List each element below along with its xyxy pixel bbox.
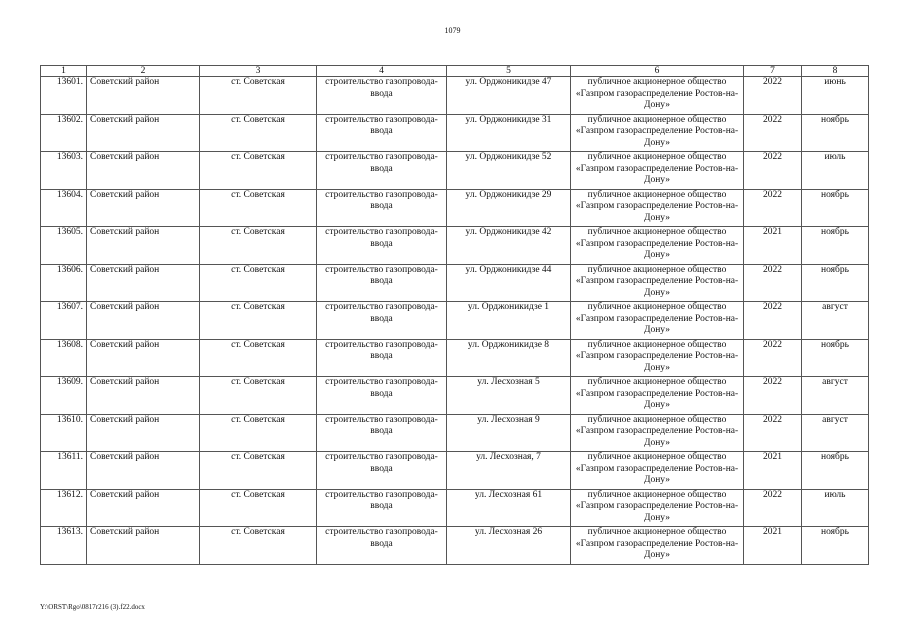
row-number: 13606. bbox=[41, 264, 87, 302]
column-header: 2 bbox=[87, 66, 200, 77]
settlement-cell: ст. Советская bbox=[200, 114, 317, 152]
column-header: 6 bbox=[571, 66, 744, 77]
organization-cell: публичное акционерное общество «Газпром газораспределение Ростов-на-Дону» bbox=[571, 527, 744, 565]
work-type-cell: строительство газопровода-ввода bbox=[317, 452, 447, 490]
district-cell: Советский район bbox=[87, 414, 200, 452]
table-row bbox=[41, 152, 869, 190]
row-number: 13608. bbox=[41, 339, 87, 377]
month-cell: ноябрь bbox=[802, 189, 869, 227]
organization-cell: публичное акционерное общество «Газпром газораспределение Ростов-на-Дону» bbox=[571, 452, 744, 490]
month-cell: ноябрь bbox=[802, 114, 869, 152]
month-cell: июль bbox=[802, 489, 869, 527]
work-type-cell: строительство газопровода-ввода bbox=[317, 189, 447, 227]
address-cell: ул. Орджоникидзе 47 bbox=[447, 77, 571, 115]
settlement-cell: ст. Советская bbox=[200, 452, 317, 490]
district-cell: Советский район bbox=[87, 264, 200, 302]
address-cell: ул. Орджоникидзе 31 bbox=[447, 114, 571, 152]
table-row bbox=[41, 264, 869, 302]
year-cell: 2021 bbox=[744, 227, 802, 265]
district-cell: Советский район bbox=[87, 302, 200, 340]
table-row bbox=[41, 114, 869, 152]
work-type-cell: строительство газопровода-ввода bbox=[317, 264, 447, 302]
work-type-cell: строительство газопровода-ввода bbox=[317, 227, 447, 265]
address-cell: ул. Лесхозная 9 bbox=[447, 414, 571, 452]
table-row bbox=[41, 527, 869, 565]
table-row bbox=[41, 414, 869, 452]
page-number: 1079 bbox=[444, 26, 461, 35]
column-header: 7 bbox=[744, 66, 802, 77]
month-cell: ноябрь bbox=[802, 452, 869, 490]
district-cell: Советский район bbox=[87, 489, 200, 527]
settlement-cell: ст. Советская bbox=[200, 152, 317, 190]
organization-cell: публичное акционерное общество «Газпром газораспределение Ростов-на-Дону» bbox=[571, 152, 744, 190]
district-cell: Советский район bbox=[87, 227, 200, 265]
month-cell: ноябрь bbox=[802, 227, 869, 265]
table-row bbox=[41, 227, 869, 265]
work-type-cell: строительство газопровода-ввода bbox=[317, 527, 447, 565]
table-row bbox=[41, 452, 869, 490]
organization-cell: публичное акционерное общество «Газпром газораспределение Ростов-на-Дону» bbox=[571, 114, 744, 152]
year-cell: 2022 bbox=[744, 377, 802, 415]
settlement-cell: ст. Советская bbox=[200, 264, 317, 302]
file-path-footer: Y:\ORST\Rgo\0817r216 (3).f22.docx bbox=[40, 603, 145, 611]
district-cell: Советский район bbox=[87, 77, 200, 115]
registry-table bbox=[40, 65, 869, 565]
month-cell: июнь bbox=[802, 77, 869, 115]
settlement-cell: ст. Советская bbox=[200, 489, 317, 527]
work-type-cell: строительство газопровода-ввода bbox=[317, 339, 447, 377]
address-cell: ул. Лесхозная, 7 bbox=[447, 452, 571, 490]
address-cell: ул. Орджоникидзе 52 bbox=[447, 152, 571, 190]
work-type-cell: строительство газопровода-ввода bbox=[317, 489, 447, 527]
work-type-cell: строительство газопровода-ввода bbox=[317, 152, 447, 190]
table-row bbox=[41, 377, 869, 415]
year-cell: 2022 bbox=[744, 77, 802, 115]
row-number: 13604. bbox=[41, 189, 87, 227]
table-row bbox=[41, 302, 869, 340]
organization-cell: публичное акционерное общество «Газпром газораспределение Ростов-на-Дону» bbox=[571, 264, 744, 302]
table-row bbox=[41, 489, 869, 527]
table-row bbox=[41, 339, 869, 377]
year-cell: 2022 bbox=[744, 114, 802, 152]
year-cell: 2022 bbox=[744, 414, 802, 452]
year-cell: 2021 bbox=[744, 452, 802, 490]
settlement-cell: ст. Советская bbox=[200, 527, 317, 565]
month-cell: август bbox=[802, 377, 869, 415]
address-cell: ул. Орджоникидзе 29 bbox=[447, 189, 571, 227]
row-number: 13610. bbox=[41, 414, 87, 452]
address-cell: ул. Орджоникидзе 44 bbox=[447, 264, 571, 302]
month-cell: ноябрь bbox=[802, 339, 869, 377]
work-type-cell: строительство газопровода-ввода bbox=[317, 302, 447, 340]
organization-cell: публичное акционерное общество «Газпром газораспределение Ростов-на-Дону» bbox=[571, 489, 744, 527]
address-cell: ул. Орджоникидзе 42 bbox=[447, 227, 571, 265]
settlement-cell: ст. Советская bbox=[200, 414, 317, 452]
row-number: 13603. bbox=[41, 152, 87, 190]
year-cell: 2022 bbox=[744, 152, 802, 190]
year-cell: 2022 bbox=[744, 189, 802, 227]
organization-cell: публичное акционерное общество «Газпром газораспределение Ростов-на-Дону» bbox=[571, 377, 744, 415]
organization-cell: публичное акционерное общество «Газпром газораспределение Ростов-на-Дону» bbox=[571, 339, 744, 377]
organization-cell: публичное акционерное общество «Газпром газораспределение Ростов-на-Дону» bbox=[571, 414, 744, 452]
row-number: 13611. bbox=[41, 452, 87, 490]
year-cell: 2022 bbox=[744, 264, 802, 302]
row-number: 13607. bbox=[41, 302, 87, 340]
address-cell: ул. Лесхозная 5 bbox=[447, 377, 571, 415]
year-cell: 2022 bbox=[744, 489, 802, 527]
month-cell: июль bbox=[802, 152, 869, 190]
month-cell: август bbox=[802, 414, 869, 452]
table-row bbox=[41, 189, 869, 227]
district-cell: Советский район bbox=[87, 189, 200, 227]
table-row bbox=[41, 77, 869, 115]
month-cell: ноябрь bbox=[802, 264, 869, 302]
year-cell: 2022 bbox=[744, 339, 802, 377]
settlement-cell: ст. Советская bbox=[200, 77, 317, 115]
district-cell: Советский район bbox=[87, 452, 200, 490]
row-number: 13609. bbox=[41, 377, 87, 415]
district-cell: Советский район bbox=[87, 527, 200, 565]
column-header: 3 bbox=[200, 66, 317, 77]
address-cell: ул. Лесхозная 26 bbox=[447, 527, 571, 565]
district-cell: Советский район bbox=[87, 114, 200, 152]
address-cell: ул. Лесхозная 61 bbox=[447, 489, 571, 527]
row-number: 13602. bbox=[41, 114, 87, 152]
column-header: 1 bbox=[41, 66, 87, 77]
organization-cell: публичное акционерное общество «Газпром газораспределение Ростов-на-Дону» bbox=[571, 189, 744, 227]
work-type-cell: строительство газопровода-ввода bbox=[317, 377, 447, 415]
settlement-cell: ст. Советская bbox=[200, 227, 317, 265]
column-header: 4 bbox=[317, 66, 447, 77]
settlement-cell: ст. Советская bbox=[200, 377, 317, 415]
district-cell: Советский район bbox=[87, 152, 200, 190]
row-number: 13605. bbox=[41, 227, 87, 265]
row-number: 13613. bbox=[41, 527, 87, 565]
work-type-cell: строительство газопровода-ввода bbox=[317, 414, 447, 452]
year-cell: 2022 bbox=[744, 302, 802, 340]
district-cell: Советский район bbox=[87, 377, 200, 415]
work-type-cell: строительство газопровода-ввода bbox=[317, 114, 447, 152]
column-header: 5 bbox=[447, 66, 571, 77]
row-number: 13612. bbox=[41, 489, 87, 527]
month-cell: август bbox=[802, 302, 869, 340]
address-cell: ул. Орджоникидзе 8 bbox=[447, 339, 571, 377]
column-header: 8 bbox=[802, 66, 869, 77]
address-cell: ул. Орджоникидзе 1 bbox=[447, 302, 571, 340]
district-cell: Советский район bbox=[87, 339, 200, 377]
settlement-cell: ст. Советская bbox=[200, 189, 317, 227]
row-number: 13601. bbox=[41, 77, 87, 115]
work-type-cell: строительство газопровода-ввода bbox=[317, 77, 447, 115]
organization-cell: публичное акционерное общество «Газпром газораспределение Ростов-на-Дону» bbox=[571, 227, 744, 265]
settlement-cell: ст. Советская bbox=[200, 302, 317, 340]
month-cell: ноябрь bbox=[802, 527, 869, 565]
year-cell: 2021 bbox=[744, 527, 802, 565]
table-header-row bbox=[41, 66, 869, 77]
settlement-cell: ст. Советская bbox=[200, 339, 317, 377]
organization-cell: публичное акционерное общество «Газпром газораспределение Ростов-на-Дону» bbox=[571, 77, 744, 115]
organization-cell: публичное акционерное общество «Газпром газораспределение Ростов-на-Дону» bbox=[571, 302, 744, 340]
